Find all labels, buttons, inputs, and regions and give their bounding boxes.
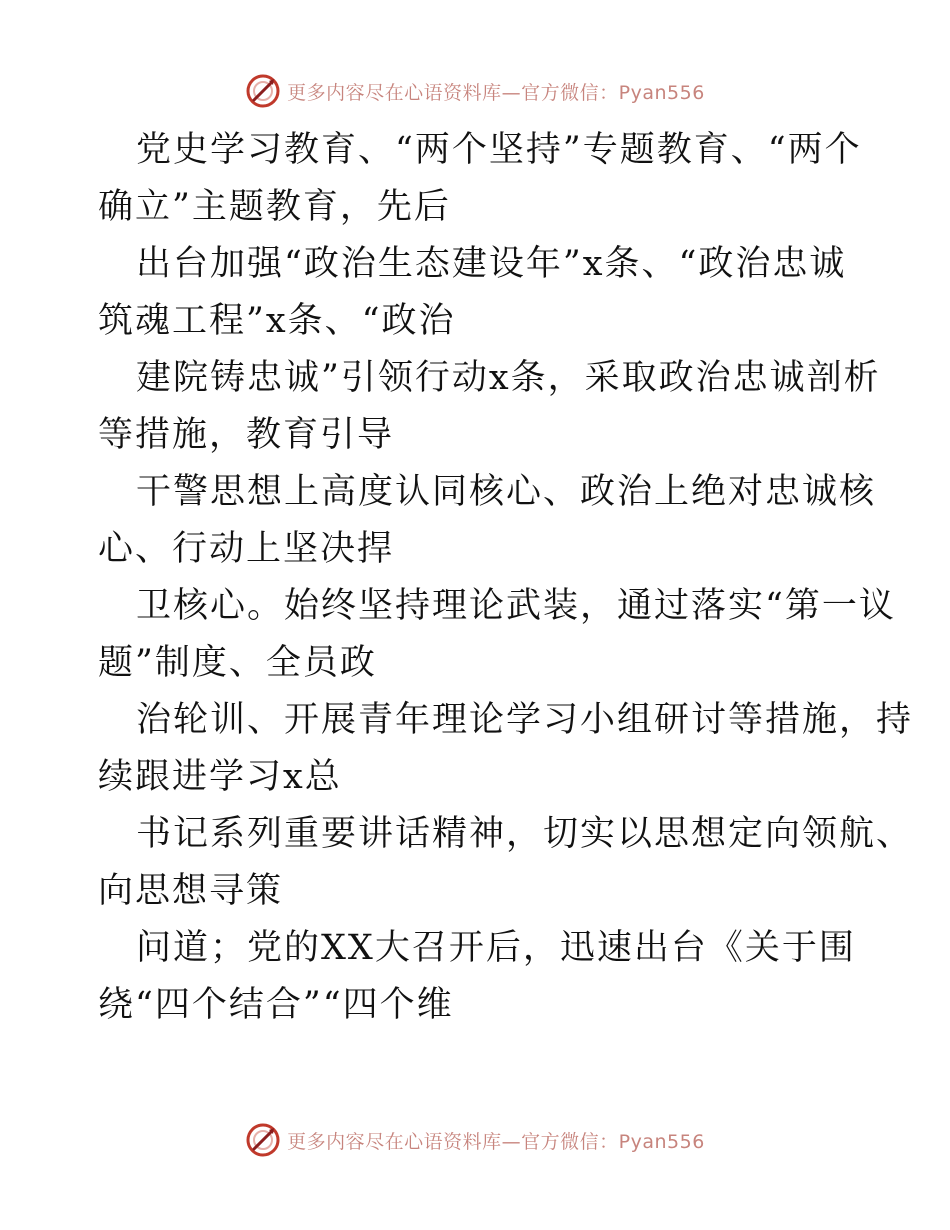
paragraph-line: 筑魂工程”x条、“政治 [98,301,456,341]
logo-icon [245,73,281,109]
paragraph-line: 书记系列重要讲话精神，切实以思想定向领航、 [136,814,914,854]
paragraph-line: 卫核心。始终坚持理论武装，通过落实“第一议 [136,586,896,626]
header-watermark [0,71,950,111]
logo-icon [245,1122,281,1158]
paragraph-line: 建院铸忠诚”引领行动x条，采取政治忠诚剖析 [136,358,881,398]
paragraph-line: 出台加强“政治生态建设年”x条、“政治忠诚 [136,244,847,284]
watermark-text: 更多内容尽在心语资料库—官方微信：Pyan556 [287,81,705,104]
paragraph-line: 向思想寻策 [98,871,284,911]
watermark-text: 更多内容尽在心语资料库—官方微信：Pyan556 [287,1130,705,1153]
paragraph-line: 问道；党的XX大召开后，迅速出台《关于围 [136,928,856,968]
document-body [98,122,914,1034]
paragraph-line: 续跟进学习x总 [98,757,342,797]
paragraph-line: 治轮训、开展青年理论学习小组研讨等措施，持 [136,700,914,740]
paragraph [98,920,868,1034]
paragraph [98,578,896,692]
paragraph-line: 心、行动上坚决捍 [98,529,395,569]
paragraph [98,806,914,920]
footer-watermark [0,1120,950,1160]
paragraph [98,236,868,350]
paragraph-line: 等措施，教育引导 [98,415,395,455]
paragraph-line: 确立”主题教育，先后 [98,187,451,227]
paragraph-line: 题”制度、全员政 [98,643,377,683]
paragraph-line: 绕“四个结合”“四个维 [98,985,454,1025]
paragraph [98,464,877,578]
paragraph-line: 党史学习教育、“两个坚持”专题教育、“两个 [136,130,862,170]
paragraph [98,122,868,236]
paragraph [98,350,881,464]
paragraph-line: 干警思想上高度认同核心、政治上绝对忠诚核 [136,472,877,512]
paragraph [98,692,914,806]
